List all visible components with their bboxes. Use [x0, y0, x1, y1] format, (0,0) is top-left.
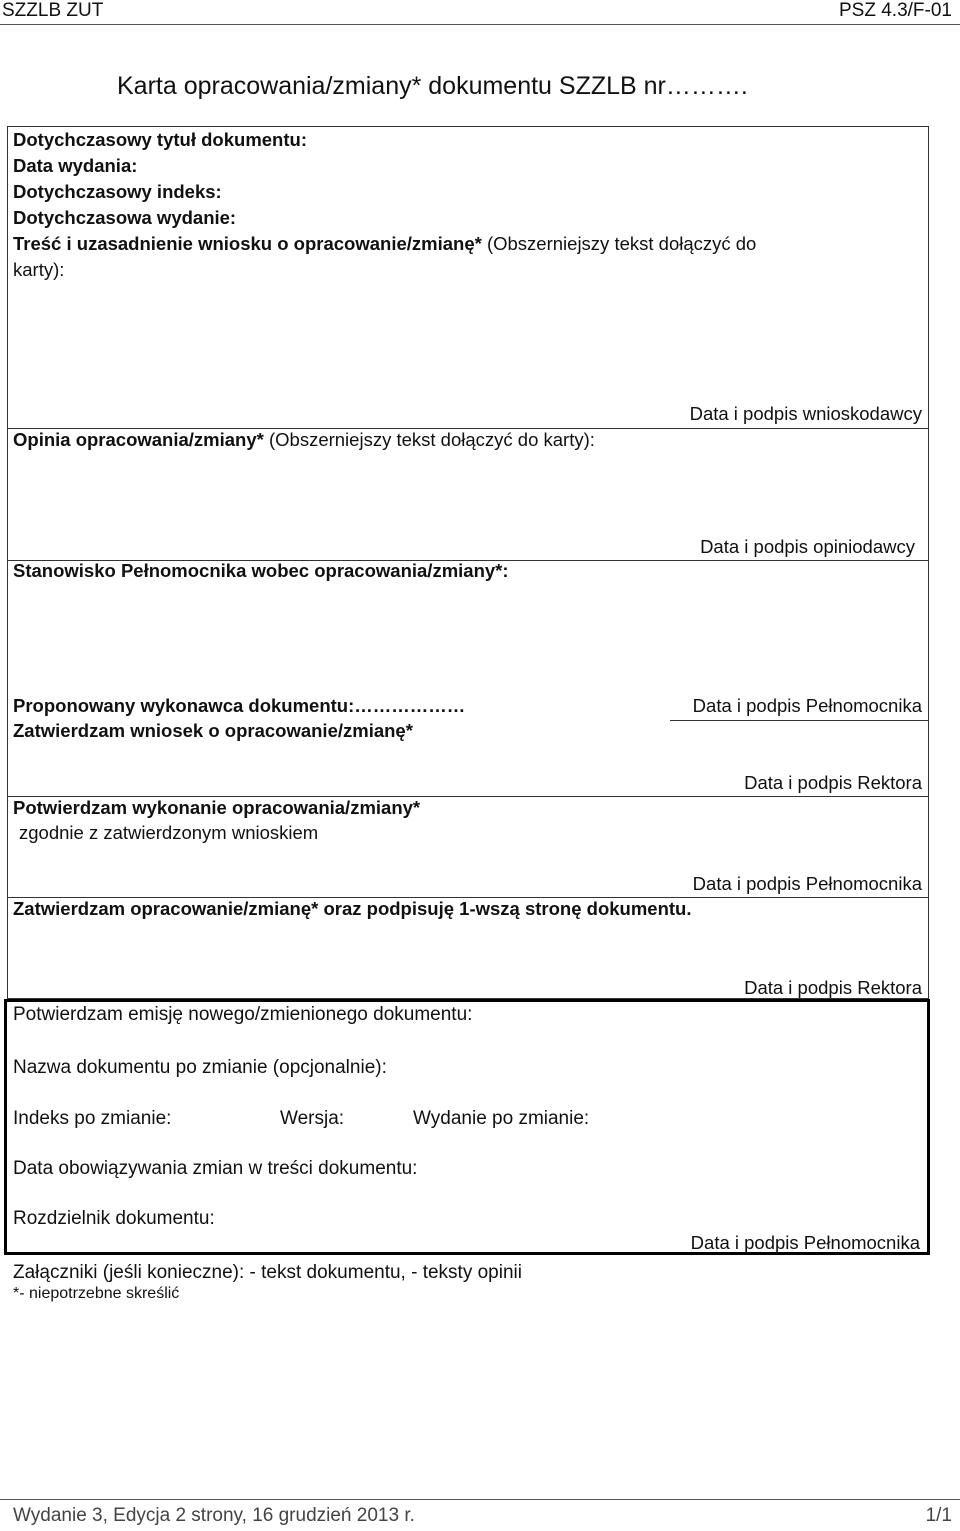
header-right: PSZ 4.3/F-01 [839, 0, 952, 21]
approve-change-label: Zatwierdzam opracowanie/zmianę* oraz podpisuję 1-wszą stronę dokumentu. [13, 898, 692, 919]
rector-signature-label-1: Data i podpis Rektora [744, 772, 922, 793]
emission-confirm-label: Potwierdzam emisję nowego/zmienionego dokumentu: [13, 1004, 473, 1025]
request-note-cont: karty): [13, 259, 65, 280]
version-label: Wersja: [280, 1108, 345, 1129]
rector-signature-label-2: Data i podpis Rektora [744, 977, 922, 998]
proxy-signature-label-3: Data i podpis Pełnomocnika [690, 1232, 920, 1253]
footnote: *- niepotrzebne skreślić [13, 1285, 180, 1302]
footer-rule [0, 1499, 960, 1500]
header-left: SZZLB ZUT [2, 0, 104, 21]
attachments-label: Załączniki (jeśli konieczne): - tekst dokumentu, - teksty opinii [13, 1262, 522, 1283]
index-after-label: Indeks po zmianie: [13, 1108, 172, 1129]
approve-request-label: Zatwierdzam wniosek o opracowanie/zmianę* [13, 720, 413, 741]
opinion-label-bold: Opinia opracowania/zmiany* [13, 429, 264, 450]
opinion-label [13, 429, 595, 451]
footer-left: Wydanie 3, Edycja 2 strony, 16 grudzień 2013 r. [13, 1505, 415, 1526]
confirm-execution-note: zgodnie z zatwierdzonym wnioskiem [19, 822, 319, 843]
issue-date-label: Data wydania: [13, 155, 138, 176]
reviewer-signature-label: Data i podpis opiniodawcy [700, 536, 915, 557]
opinion-note: (Obszerniejszy tekst dołączyć do karty): [268, 429, 595, 450]
proxy-position-label: Stanowisko Pełnomocnika wobec opracowania/zmiany*: [13, 560, 509, 581]
divider [670, 720, 929, 721]
prev-title-label: Dotychczasowy tytuł dokumentu: [13, 129, 307, 150]
header-rule [0, 24, 960, 25]
confirm-execution-label: Potwierdzam wykonanie opracowania/zmiany* [13, 797, 421, 818]
proxy-signature-label-2: Data i podpis Pełnomocnika [692, 873, 922, 894]
proposed-executor-label: Proponowany wykonawca dokumentu:……………… [13, 695, 466, 716]
request-label-bold: Treść i uzasadnienie wniosku o opracowanie/zmianę* [13, 233, 482, 254]
applicant-signature-label: Data i podpis wnioskodawcy [689, 403, 922, 424]
footer-page-number: 1/1 [925, 1505, 952, 1526]
request-label [13, 233, 756, 255]
page-title: Karta opracowania/zmiany* dokumentu SZZLB nr………. [117, 72, 748, 100]
prev-index-label: Dotychczasowy indeks: [13, 181, 222, 202]
proxy-signature-label-1: Data i podpis Pełnomocnika [692, 695, 922, 716]
effective-date-label: Data obowiązywania zmian w treści dokumentu: [13, 1158, 418, 1179]
distribution-label: Rozdzielnik dokumentu: [13, 1208, 215, 1229]
edition-after-label: Wydanie po zmianie: [413, 1108, 590, 1129]
prev-edition-label: Dotychczasowa wydanie: [13, 207, 237, 228]
request-note: (Obszerniejszy tekst dołączyć do [486, 233, 757, 254]
name-after-label: Nazwa dokumentu po zmianie (opcjonalnie): [13, 1057, 387, 1078]
